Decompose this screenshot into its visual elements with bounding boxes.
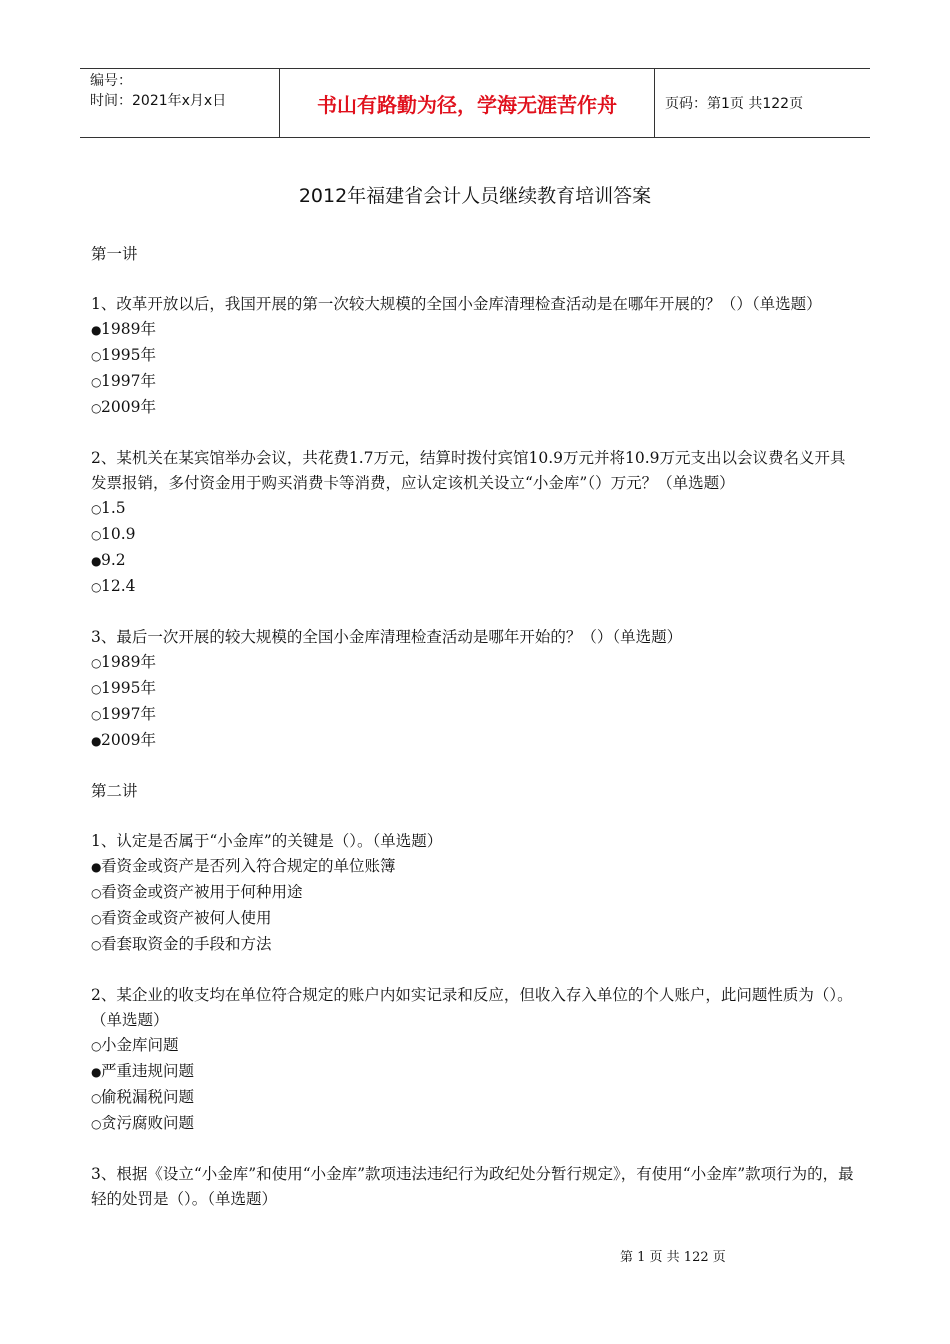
answer-option	[91, 395, 861, 421]
question	[91, 625, 861, 754]
option-label: 1989年	[101, 653, 156, 671]
question	[91, 829, 861, 958]
unselected-radio-icon: ○	[91, 886, 102, 900]
answer-option	[91, 728, 861, 754]
option-label: 看资金或资产被何人使用	[101, 909, 272, 927]
question	[91, 1162, 861, 1212]
option-label: 1997年	[101, 372, 156, 390]
question	[91, 292, 861, 421]
lecture-heading: 第一讲	[91, 245, 138, 263]
option-label: 1995年	[101, 679, 156, 697]
document-header	[80, 68, 870, 138]
answer-option	[91, 932, 861, 958]
unselected-radio-icon: ○	[91, 1117, 102, 1131]
answer-option	[91, 369, 861, 395]
answer-option	[91, 496, 861, 522]
option-label: 贪污腐败问题	[101, 1114, 195, 1132]
unselected-radio-icon: ○	[91, 1091, 102, 1105]
option-label: 1995年	[101, 346, 156, 364]
question-text: 3、根据《设立“小金库”和使用“小金库”款项违法违纪行为政纪处分暂行规定》，有使用“小金库”款项行为的，最轻的处罚是（）。（单选题）	[91, 1165, 854, 1208]
header-motto: 书山有路勤为径，学海无涯苦作舟	[280, 69, 655, 137]
unselected-radio-icon: ○	[91, 528, 102, 542]
answer-option	[91, 1111, 861, 1137]
question-text: 2、某机关在某宾馆举办会议，共花费1.7万元，结算时拨付宾馆10.9万元并将10.9万元支出以会议费名义开具发票报销，多付资金用于购买消费卡等消费，应认定该机关设立“小金库”（）万元？（单选题）	[91, 449, 846, 492]
option-label: 10.9	[101, 525, 136, 543]
option-label: 看套取资金的手段和方法	[101, 935, 272, 953]
unselected-radio-icon: ○	[91, 502, 102, 516]
question-text: 2、某企业的收支均在单位符合规定的账户内如实记录和反应，但收入存入单位的个人账户，此问题性质为（）。（单选题）	[91, 986, 853, 1029]
option-label: 9.2	[101, 551, 126, 569]
option-label: 12.4	[101, 577, 136, 595]
question-text: 1、改革开放以后，我国开展的第一次较大规模的全国小金库清理检查活动是在哪年开展的？（）（单选题）	[91, 295, 822, 313]
option-label: 偷税漏税问题	[101, 1088, 195, 1106]
unselected-radio-icon: ○	[91, 708, 102, 722]
answer-option	[91, 1033, 861, 1059]
time-label: 时间：2021年x月x日	[90, 93, 227, 109]
question	[91, 446, 861, 600]
unselected-radio-icon: ○	[91, 375, 102, 389]
unselected-radio-icon: ○	[91, 349, 102, 363]
number-label: 编号：	[90, 73, 132, 89]
answer-option	[91, 650, 861, 676]
selected-radio-icon: ●	[91, 554, 102, 568]
option-label: 2009年	[101, 398, 156, 416]
question	[91, 983, 861, 1137]
lecture-heading: 第二讲	[91, 782, 138, 800]
answer-option	[91, 548, 861, 574]
option-label: 看资金或资产被用于何种用途	[101, 883, 303, 901]
answer-option	[91, 854, 861, 880]
unselected-radio-icon: ○	[91, 1039, 102, 1053]
unselected-radio-icon: ○	[91, 401, 102, 415]
option-label: 看资金或资产是否列入符合规定的单位账簿	[101, 857, 396, 875]
document-body	[91, 242, 861, 1237]
page-footer: 第 1 页 共 122 页	[620, 1250, 726, 1265]
selected-radio-icon: ●	[91, 323, 102, 337]
selected-radio-icon: ●	[91, 1065, 102, 1079]
selected-radio-icon: ●	[91, 860, 102, 874]
question-text: 3、最后一次开展的较大规模的全国小金库清理检查活动是哪年开始的？（）（单选题）	[91, 628, 683, 646]
option-label: 1989年	[101, 320, 156, 338]
answer-option	[91, 1085, 861, 1111]
answer-option	[91, 906, 861, 932]
unselected-radio-icon: ○	[91, 580, 102, 594]
header-meta	[80, 69, 280, 137]
selected-radio-icon: ●	[91, 734, 102, 748]
answer-option	[91, 676, 861, 702]
document-title: 2012年福建省会计人员继续教育培训答案	[298, 185, 652, 207]
unselected-radio-icon: ○	[91, 912, 102, 926]
answer-option	[91, 1059, 861, 1085]
option-label: 1.5	[101, 499, 126, 517]
answer-option	[91, 343, 861, 369]
answer-option	[91, 317, 861, 343]
answer-option	[91, 522, 861, 548]
option-label: 严重违规问题	[101, 1062, 195, 1080]
option-label: 1997年	[101, 705, 156, 723]
answer-option	[91, 880, 861, 906]
unselected-radio-icon: ○	[91, 682, 102, 696]
header-page-info: 页码：第1页 共122页	[665, 96, 804, 112]
answer-option	[91, 702, 861, 728]
unselected-radio-icon: ○	[91, 656, 102, 670]
unselected-radio-icon: ○	[91, 938, 102, 952]
option-label: 小金库问题	[101, 1036, 179, 1054]
option-label: 2009年	[101, 731, 156, 749]
question-text: 1、认定是否属于“小金库”的关键是（）。（单选题）	[91, 832, 443, 850]
answer-option	[91, 574, 861, 600]
